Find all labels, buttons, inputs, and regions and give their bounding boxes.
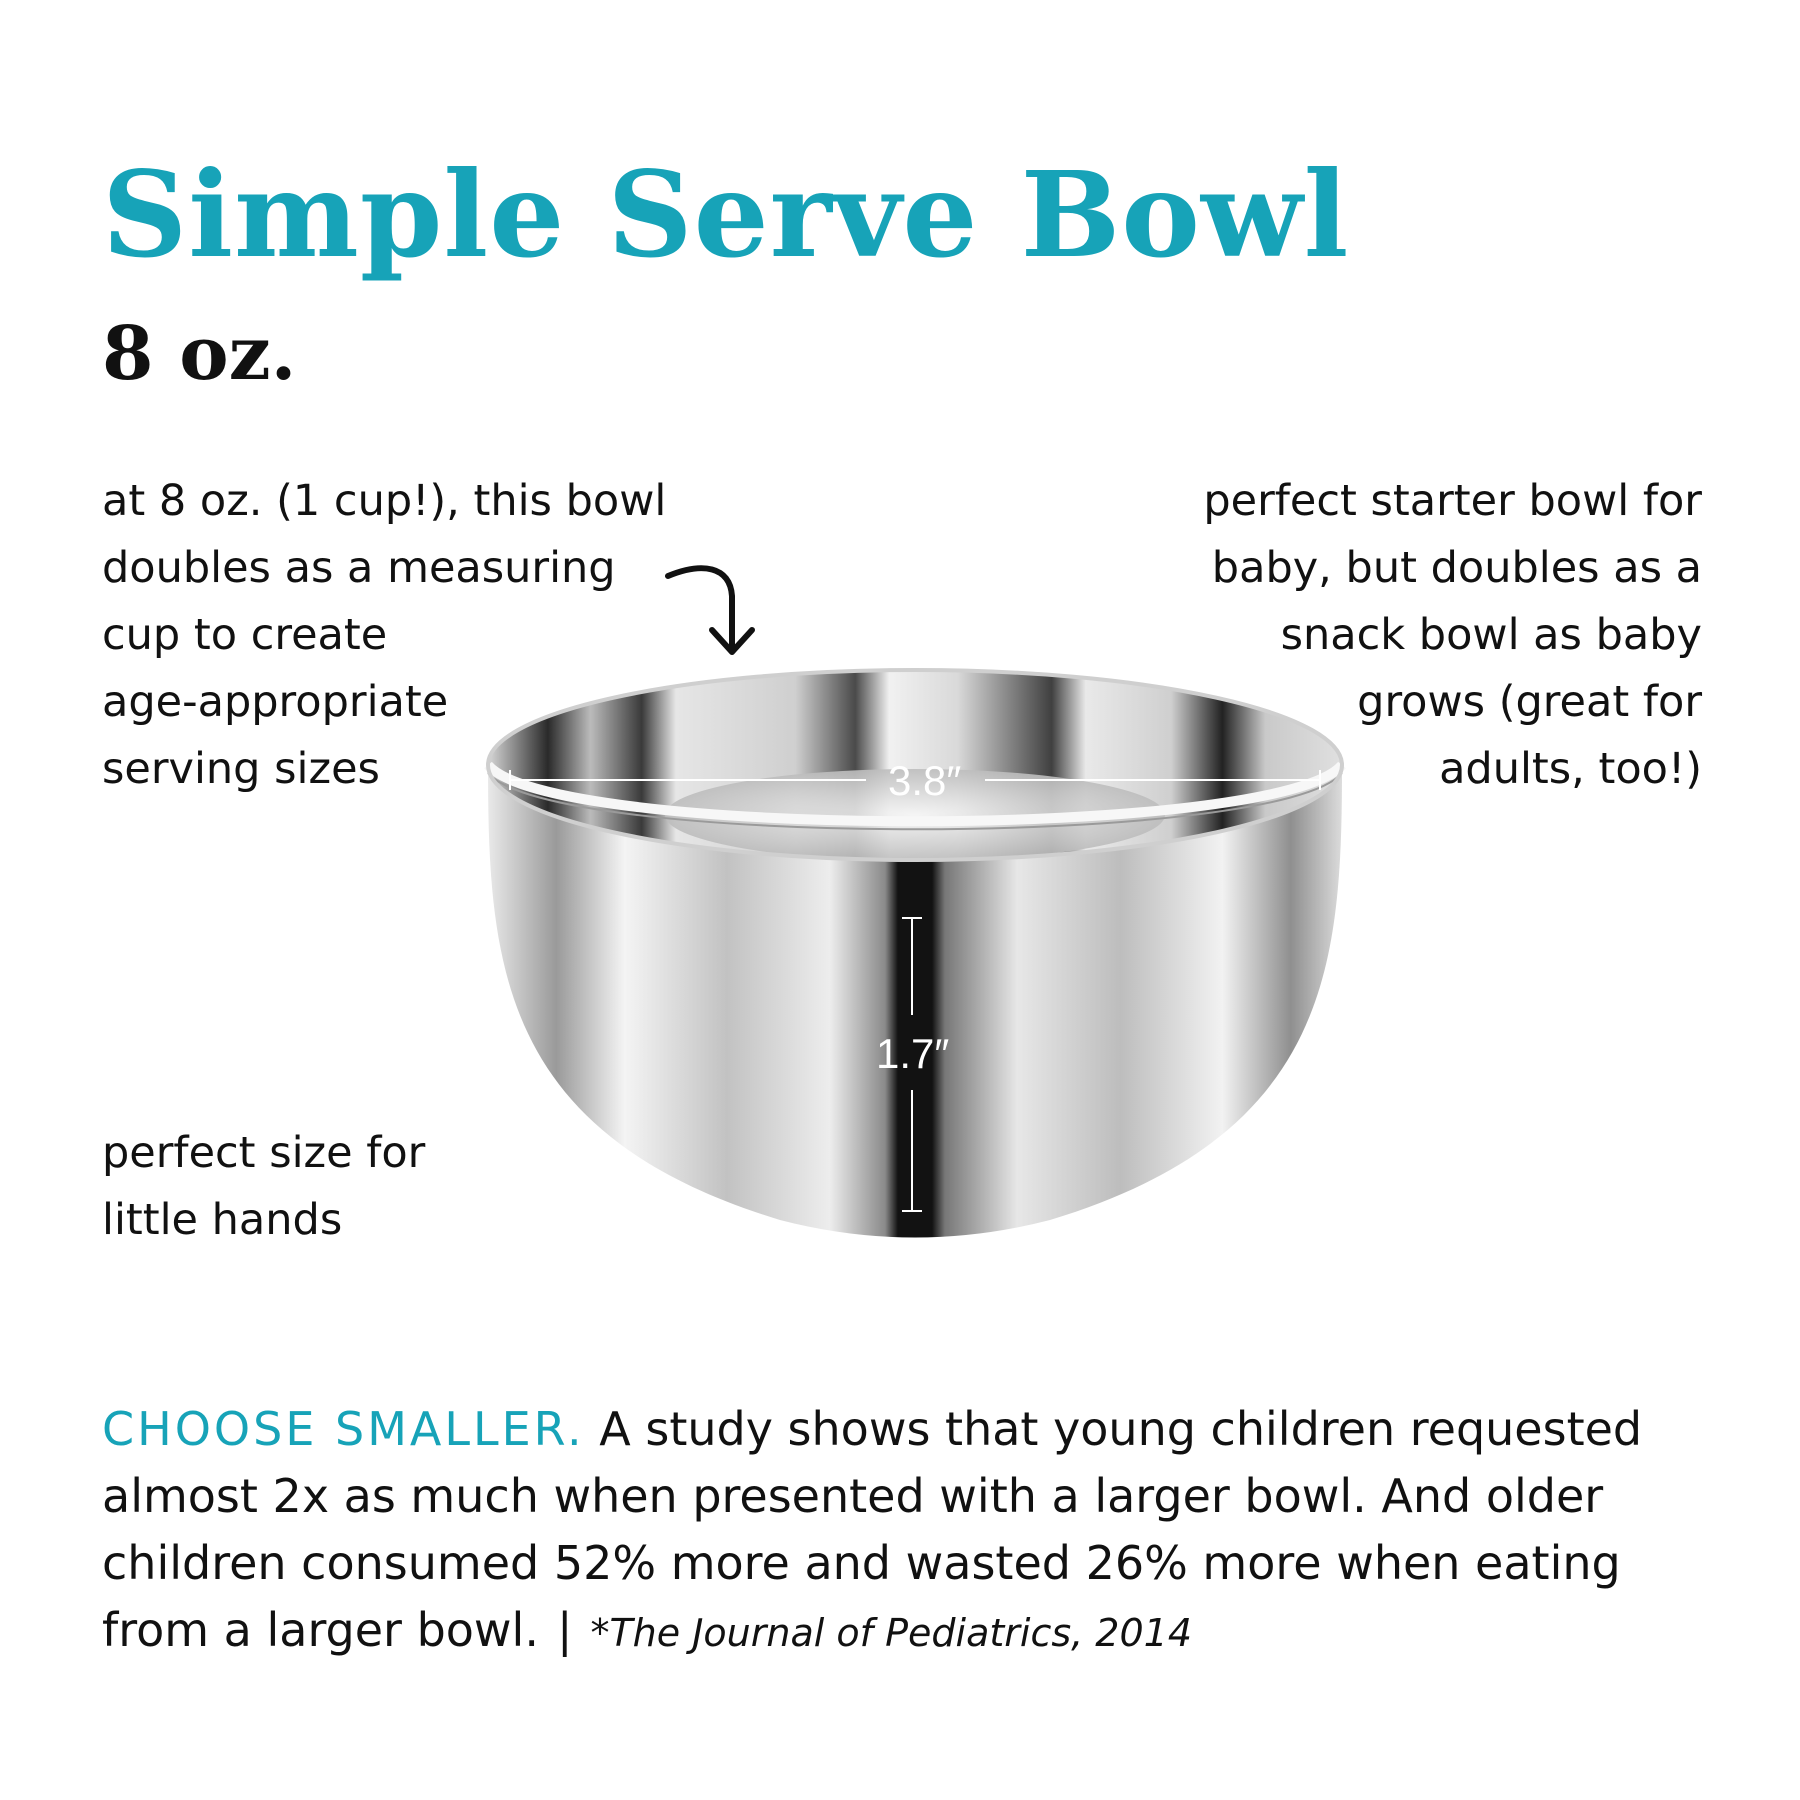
starter-bowl-note: perfect starter bowl for baby, but doubles as a snack bowl as baby grows (great for adults, too!) [1203, 476, 1702, 794]
study-lead: CHOOSE SMALLER. [102, 1402, 585, 1456]
bowl-height-label: 1.7″ [876, 1030, 950, 1077]
stainless-bowl-image [480, 665, 1350, 1255]
little-hands-note: perfect size for little hands [102, 1128, 426, 1245]
study-paragraph [102, 1396, 1722, 1667]
product-title: Simple Serve Bowl [102, 145, 1350, 284]
study-text: A study shows that young children requested almost 2x as much when presented with a larger bowl. And older children consumed 52% more and wasted 26% more when eating from a larger bowl. [102, 1402, 1643, 1657]
product-size: 8 oz. [102, 311, 297, 397]
curved-arrow-down-icon [662, 556, 762, 666]
bowl-image [480, 665, 1350, 1255]
study-citation: *The Journal of Pediatrics, 2014 [590, 1611, 1192, 1655]
study-separator: | [556, 1603, 573, 1657]
measuring-cup-note: at 8 oz. (1 cup!), this bowl doubles as a measuring cup to create age-appropriate serving sizes [102, 476, 667, 794]
bowl-width-label: 3.8″ [888, 757, 962, 804]
